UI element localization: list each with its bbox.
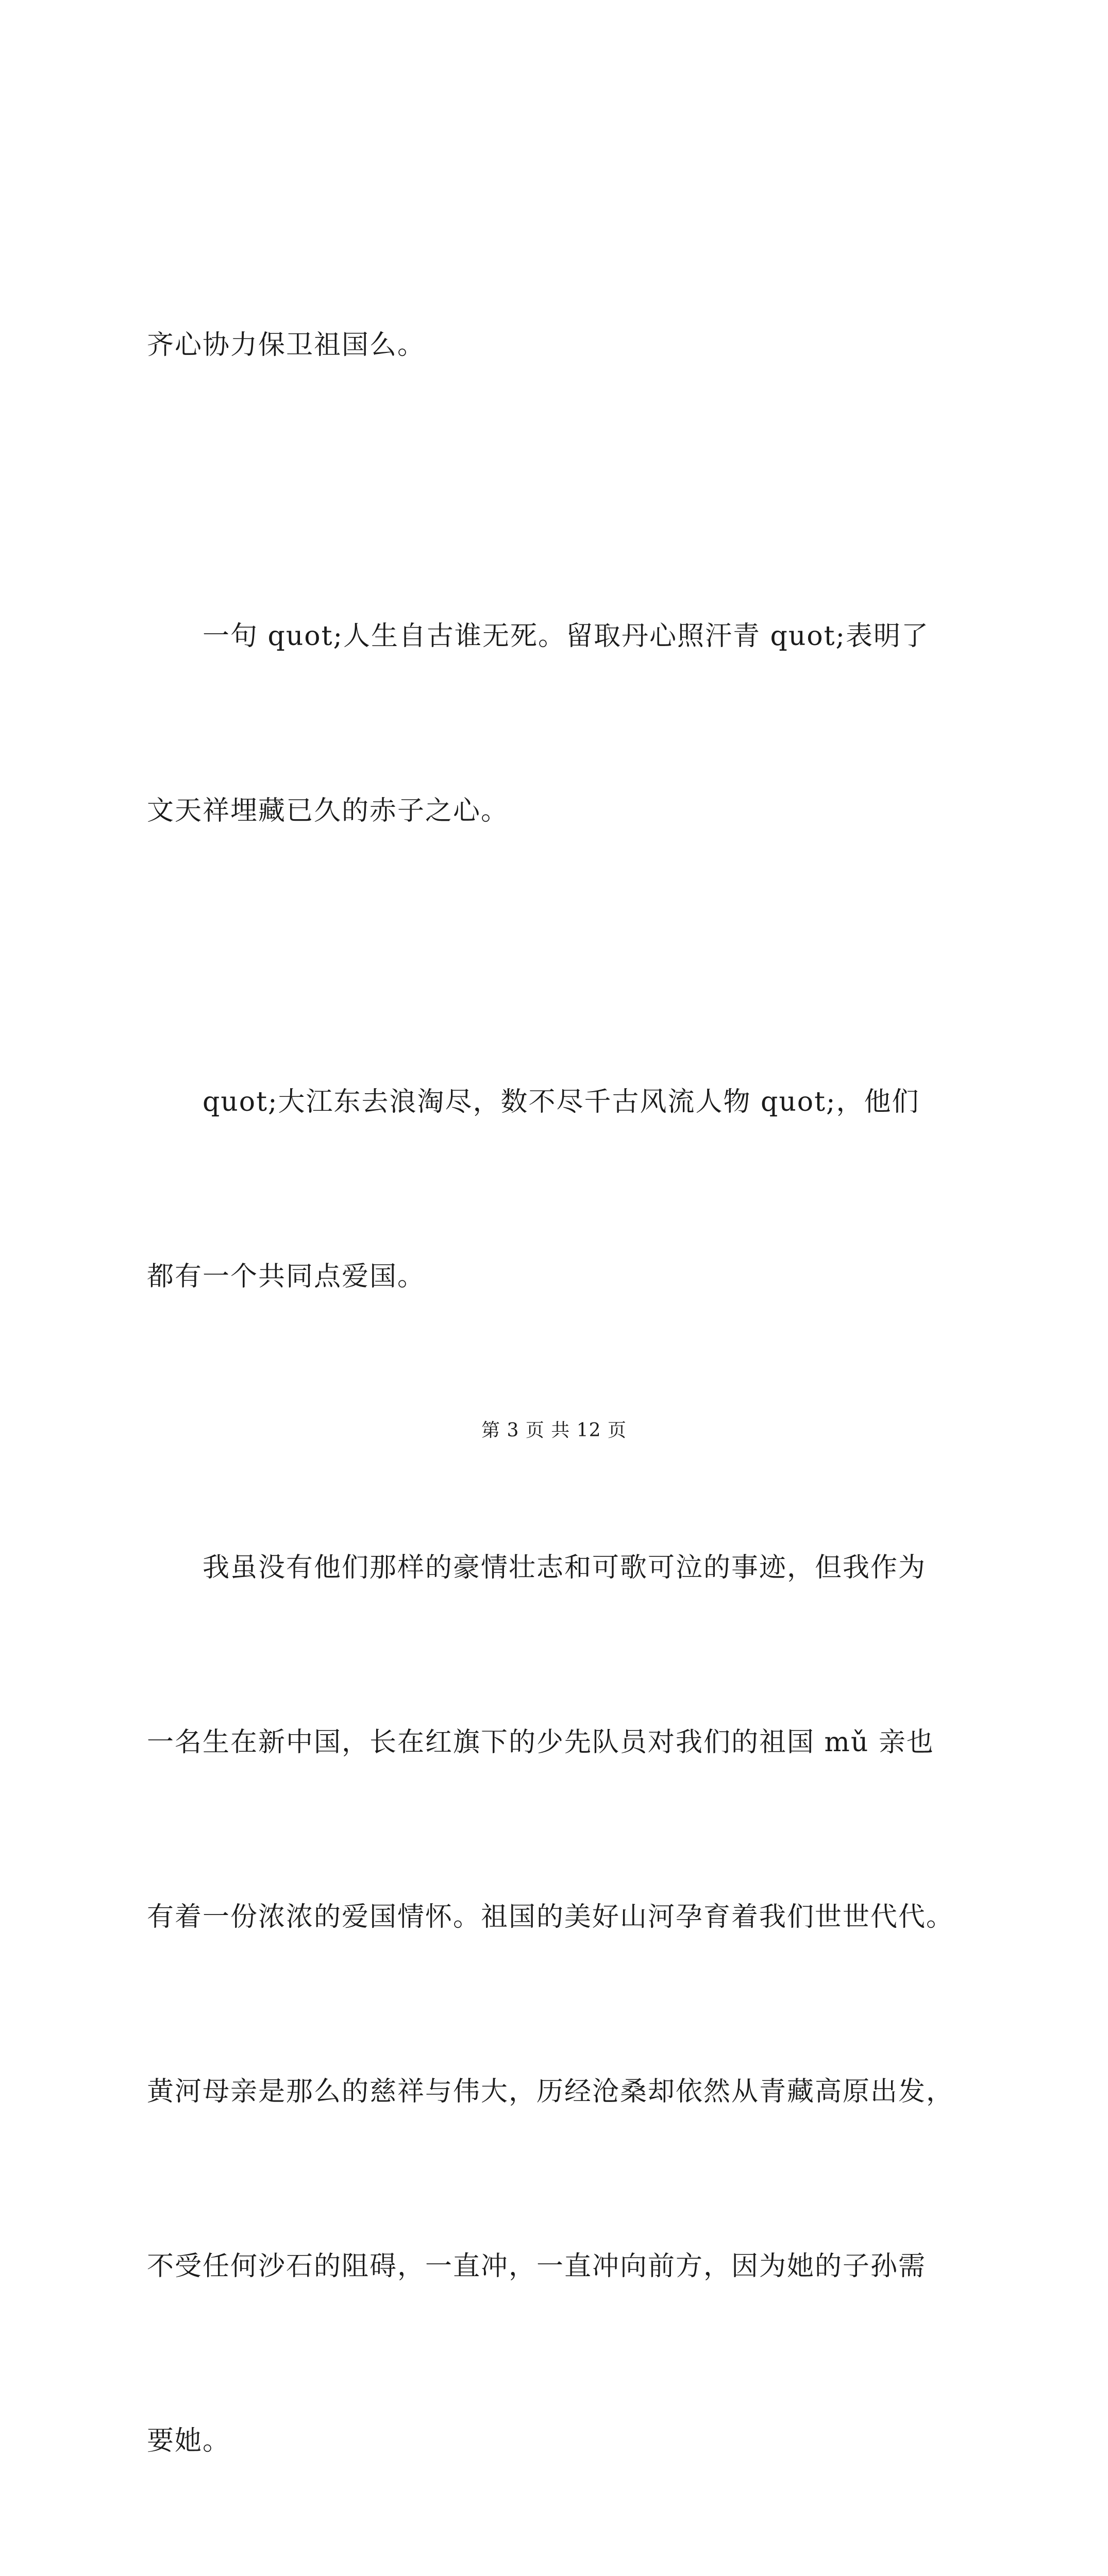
paragraph-3 xyxy=(147,957,977,1422)
page-footer xyxy=(0,1418,1108,1444)
text-line: 不受任何沙石的阻碍，一直冲，一直冲向前方，因为她的子孙需 xyxy=(147,2251,927,2282)
text-line: 一句 quot;人生自古谁无死。留取丹心照汗青 quot;表明了 xyxy=(147,621,930,652)
text-line: 我虽没有他们那样的豪情壮志和可歌可泣的事迹，但我作为 xyxy=(147,1552,927,1583)
paragraph-4 xyxy=(147,1422,977,2576)
text-line: 要她。 xyxy=(147,2426,231,2456)
paragraph-2 xyxy=(147,491,977,957)
text-line: 有着一份浓浓的爱国情怀。祖国的美好山河孕育着我们世世代代。 xyxy=(147,1902,954,1933)
text-line: 文天祥埋藏已久的赤子之心。 xyxy=(147,795,509,826)
page-number-label: 第 3 页 共 12 页 xyxy=(481,1420,627,1441)
document-body xyxy=(147,200,977,2576)
text-line: 黄河母亲是那么的慈祥与伟大，历经沧桑却依然从青藏高原出发， xyxy=(147,2076,954,2107)
text-line: quot;大江东去浪淘尽，数不尽千古风流人物 quot;，他们 xyxy=(147,1087,920,1117)
text-line: 齐心协力保卫祖国么。 xyxy=(147,330,426,361)
paragraph-1 xyxy=(147,200,977,491)
text-line: 都有一个共同点爱国。 xyxy=(147,1261,426,1292)
text-line: 一名生在新中国，长在红旗下的少先队员对我们的祖国 mǔ 亲也 xyxy=(147,1727,934,1758)
